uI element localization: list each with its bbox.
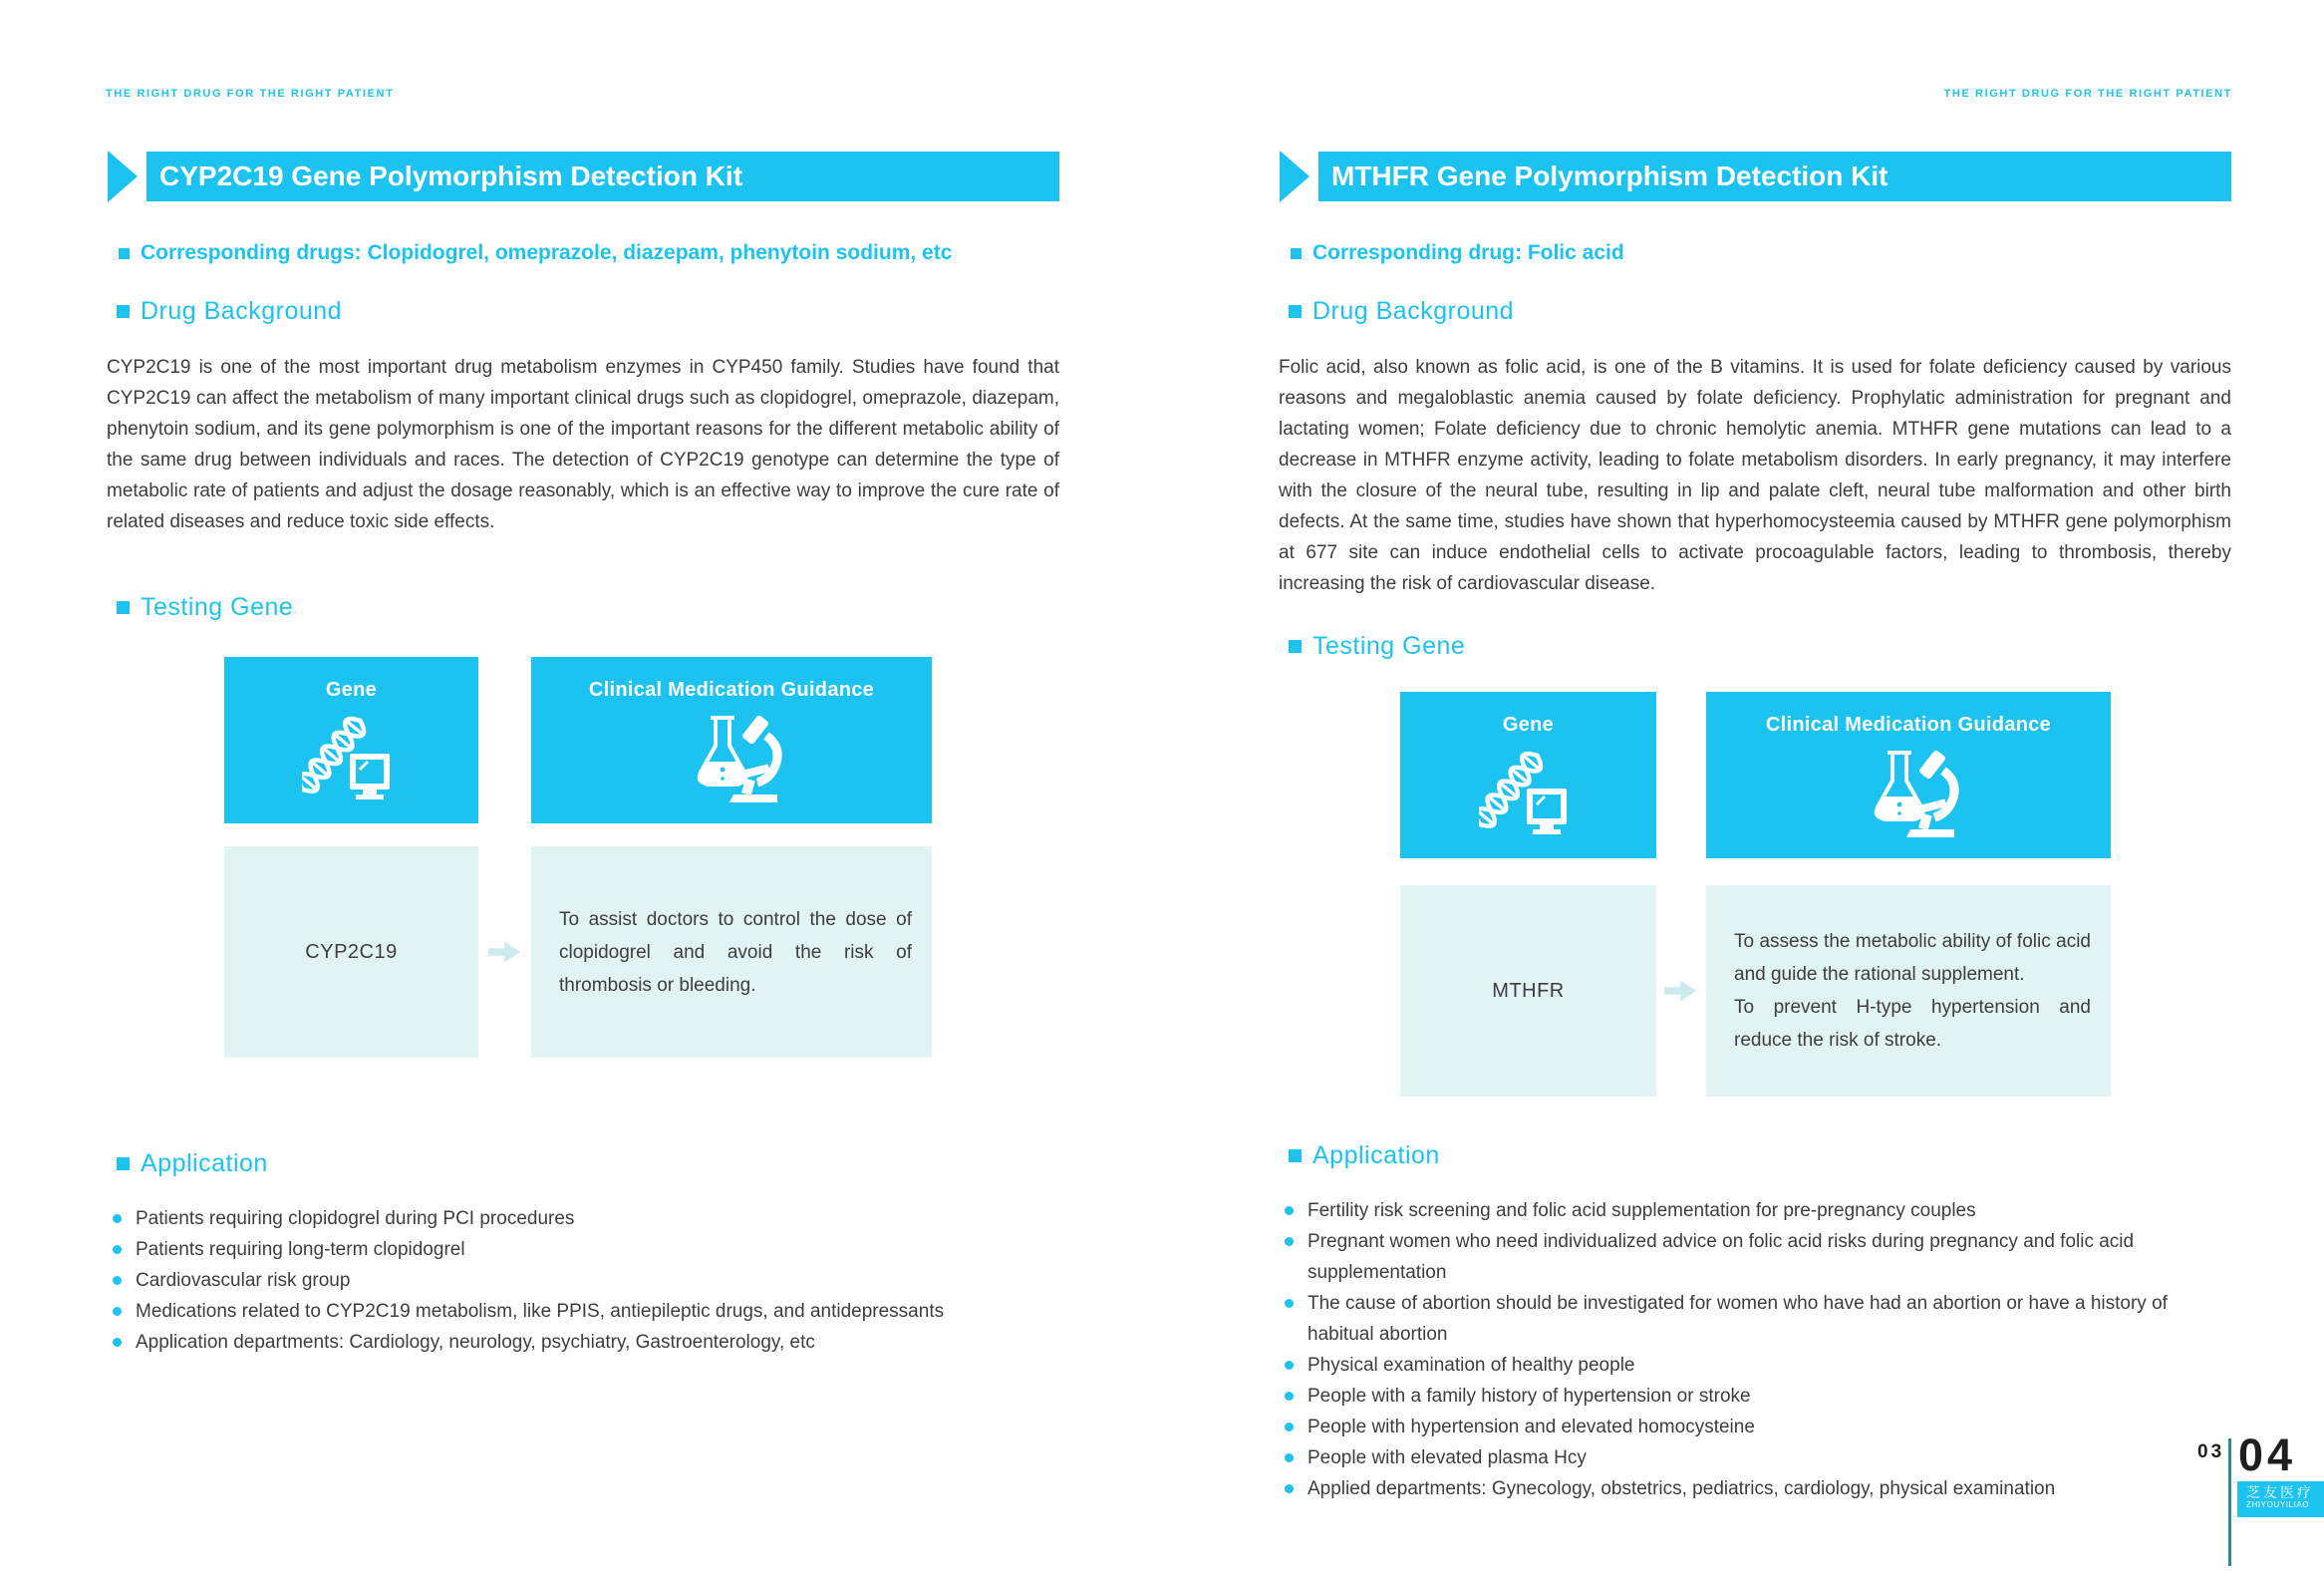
flask-microscope-icon	[1849, 745, 1968, 844]
left-guidance-box	[531, 657, 932, 823]
flask-microscope-icon	[672, 710, 791, 809]
right-page-panel	[1279, 0, 2231, 1504]
left-gene-name-box: CYP2C19	[224, 846, 478, 1058]
monitor-icon	[1527, 789, 1567, 834]
left-application-list	[107, 1203, 1059, 1358]
left-page-panel	[107, 0, 1059, 1358]
title-arrow-icon	[1280, 151, 1309, 202]
list-item: People with elevated plasma Hcy	[1285, 1442, 2231, 1473]
right-drug-background-text: Folic acid, also known as folic acid, is one of the B vitamins. It is used for folate deficiency caused by various reasons and megaloblastic anemia caused by folate deficiency. Prophylatic administration for pregnant and lactating women; Folate deficiency due to chronic hemolytic anemia. MTHFR gene mutations can lead to a decrease in MTHFR enzyme activity, leading to folate metabolism disorders. In early pregnancy, it may interfere with the closure of the neural tube, resulting in lip and palate cleft, neural tube malformation and other birth defects. At the same time, studies have shown that hyperhomocysteemia caused by MTHFR gene polymorphism at 677 site can induce endothelial cells to activate procoagulable factors, leading to thrombosis, thereby increasing the risk of cardiovascular disease.	[1279, 357, 2231, 594]
right-corresponding-drug-row	[1279, 241, 2231, 265]
right-guidance-text-box	[1706, 885, 2111, 1097]
list-item: Cardiovascular risk group	[113, 1265, 1059, 1296]
square-bullet-icon	[1289, 640, 1302, 653]
list-item: Application departments: Cardiology, neurology, psychiatry, Gastroenterology, etc	[113, 1327, 1059, 1358]
right-section-drug-background: Drug Background	[1279, 297, 2231, 326]
left-corresponding-drugs: Corresponding drugs: Clopidogrel, omeprazole, diazepam, phenytoin sodium, etc	[141, 241, 953, 264]
arrow-cell	[1656, 885, 1706, 1097]
list-item: People with a family history of hypertension or stroke	[1285, 1381, 2231, 1412]
right-page-title: MTHFR Gene Polymorphism Detection Kit	[1318, 152, 2231, 201]
gene-box-label: Gene	[1502, 714, 1555, 736]
left-section-testing-gene: Testing Gene	[107, 593, 1059, 622]
right-arrow-icon	[1664, 976, 1698, 1006]
right-testing-gene-boxes	[1400, 692, 2231, 858]
guidance-box-label: Clinical Medication Guidance	[588, 679, 875, 701]
left-section-application: Application	[107, 1149, 1059, 1178]
square-bullet-icon	[1291, 248, 1302, 259]
page-number-right: 04	[2238, 1429, 2297, 1480]
page-number-left: 03	[2197, 1441, 2225, 1462]
left-corresponding-drugs-row	[107, 241, 1059, 265]
dna-monitor-icon	[1479, 745, 1579, 844]
square-bullet-icon	[117, 601, 130, 614]
page-number-divider	[2228, 1438, 2231, 1566]
right-section-testing-gene: Testing Gene	[1279, 632, 2231, 661]
left-page-title: CYP2C19 Gene Polymorphism Detection Kit	[146, 152, 1059, 201]
square-bullet-icon	[1289, 1149, 1302, 1162]
box-gap	[1656, 692, 1706, 858]
company-logo	[2237, 1481, 2324, 1517]
left-drug-background-text: CYP2C19 is one of the most important drug metabolism enzymes in CYP450 family. Studies have found that CYP2C19 can affect the metabolism of many important clinical drugs such as clopidogrel, omeprazole, diazepam, phenytoin sodium, and its gene polymorphism is one of the important reasons for the different metabolic ability of the same drug between individuals and races. The detection of CYP2C19 genotype can determine the type of metabolic rate of patients and adjust the dosage reasonably, which is an effective way to improve the cure rate of related diseases and reduce toxic side effects.	[107, 357, 1059, 532]
guidance-box-label: Clinical Medication Guidance	[1765, 714, 2052, 736]
right-corresponding-drug: Corresponding drug: Folic acid	[1312, 241, 1624, 264]
right-kit-title	[1279, 152, 2231, 201]
dna-monitor-icon	[302, 710, 402, 809]
right-guidance-text-line1: To assess the metabolic ability of folic acid and guide the rational supplement.	[1734, 931, 2091, 985]
left-section-drug-background: Drug Background	[107, 297, 1059, 326]
list-item: Applied departments: Gynecology, obstetrics, pediatrics, cardiology, physical examination	[1285, 1473, 2231, 1504]
right-arrow-icon	[488, 937, 522, 967]
tagline-right: THE RIGHT DRUG FOR THE RIGHT PATIENT	[1943, 88, 2232, 100]
logo-chinese-text: 芝友医疗	[2246, 1484, 2314, 1500]
left-gene-result-row	[224, 846, 1059, 1058]
list-item: People with hypertension and elevated homocysteine	[1285, 1412, 2231, 1442]
title-arrow-icon	[108, 151, 138, 202]
right-gene-name-box: MTHFR	[1400, 885, 1656, 1097]
gene-box-label: Gene	[325, 679, 378, 701]
square-bullet-icon	[117, 1157, 130, 1170]
left-kit-title	[107, 152, 1059, 201]
arrow-cell	[478, 846, 531, 1058]
right-guidance-text-line2: To prevent H-type hypertension and reduce the risk of stroke.	[1734, 997, 2091, 1051]
logo-pinyin-text: ZHIYOUYILIAO	[2246, 1500, 2310, 1509]
left-testing-gene-boxes	[224, 657, 1059, 823]
list-item: Medications related to CYP2C19 metabolism, like PPIS, antiepileptic drugs, and antidepressants	[113, 1296, 1059, 1327]
list-item: Physical examination of healthy people	[1285, 1350, 2231, 1381]
list-item: Fertility risk screening and folic acid supplementation for pre-pregnancy couples	[1285, 1195, 2231, 1226]
list-item: Patients requiring long-term clopidogrel	[113, 1234, 1059, 1265]
monitor-icon	[350, 754, 390, 799]
square-bullet-icon	[119, 248, 130, 259]
right-gene-result-row	[1400, 885, 2231, 1097]
left-gene-box	[224, 657, 478, 823]
right-guidance-box	[1706, 692, 2111, 858]
tagline-left: THE RIGHT DRUG FOR THE RIGHT PATIENT	[106, 88, 395, 100]
left-guidance-text-box	[531, 846, 932, 1058]
left-guidance-text: To assist doctors to control the dose of clopidogrel and avoid the risk of thrombosis or bleeding.	[559, 908, 912, 996]
list-item: Pregnant women who need individualized advice on folic acid risks during pregnancy and folic acid supplementation	[1285, 1226, 2231, 1288]
list-item: The cause of abortion should be investigated for women who have had an abortion or have a history of habitual abortion	[1285, 1288, 2231, 1350]
square-bullet-icon	[117, 305, 130, 318]
right-section-application: Application	[1279, 1141, 2231, 1170]
list-item: Patients requiring clopidogrel during PCI procedures	[113, 1203, 1059, 1234]
square-bullet-icon	[1289, 305, 1302, 318]
box-gap	[478, 657, 531, 823]
right-application-list	[1279, 1195, 2231, 1504]
right-gene-box	[1400, 692, 1656, 858]
